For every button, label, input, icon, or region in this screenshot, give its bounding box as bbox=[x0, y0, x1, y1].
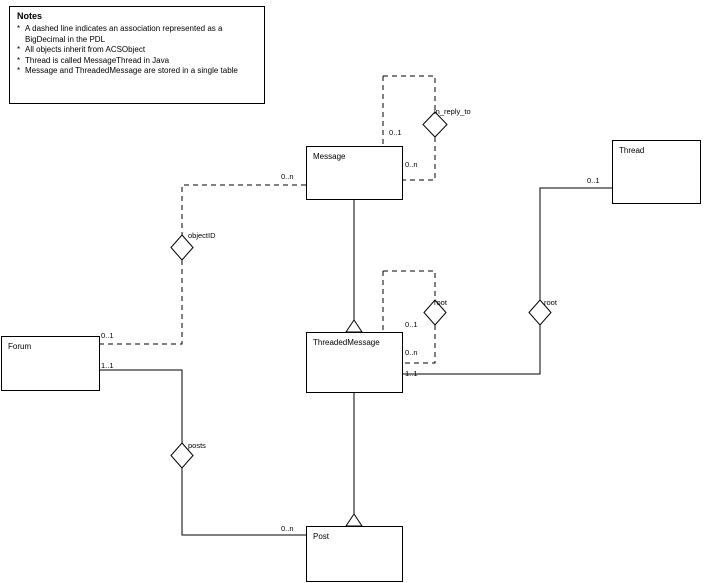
note-item: * Message and ThreadedMessage are stored in a single table bbox=[17, 66, 258, 77]
generalization-triangle-post bbox=[346, 514, 362, 526]
class-box-threadedmessage[interactable] bbox=[306, 332, 403, 393]
class-box-message[interactable] bbox=[306, 146, 403, 200]
class-name-threadedmessage: ThreadedMessage bbox=[313, 338, 380, 347]
label-posts: posts bbox=[188, 441, 206, 450]
class-name-message: Message bbox=[313, 152, 346, 161]
class-name-post: Post bbox=[313, 532, 330, 541]
multiplicity-tm-root-lower: 0..n bbox=[405, 348, 418, 357]
multiplicity-thread-left: 0..1 bbox=[587, 176, 600, 185]
class-name-forum: Forum bbox=[8, 342, 32, 351]
connector-threadedmessage-generalization bbox=[346, 393, 362, 526]
multiplicity-message-reply-upper: 0..1 bbox=[389, 128, 402, 137]
label-root-right: root bbox=[544, 298, 557, 307]
class-box-post[interactable] bbox=[306, 526, 403, 582]
notes-title: Notes bbox=[17, 11, 43, 21]
multiplicity-forum-top: 0..1 bbox=[101, 331, 114, 340]
note-item: * Thread is called MessageThread in Java bbox=[17, 56, 258, 67]
label-objectid: objectID bbox=[188, 231, 216, 240]
note-item: * All objects inherit from ACSObject bbox=[17, 45, 258, 56]
class-box-thread[interactable] bbox=[612, 140, 701, 204]
connector-objectid bbox=[100, 185, 306, 344]
class-name-thread: Thread bbox=[619, 146, 645, 155]
multiplicity-forum-bottom: 1..1 bbox=[101, 361, 114, 370]
multiplicity-tm-root-upper: 0..1 bbox=[405, 320, 418, 329]
label-in-reply-to: in_reply_to bbox=[434, 107, 471, 116]
connector-threadedmessage-thread-root bbox=[403, 188, 612, 374]
class-box-forum[interactable] bbox=[1, 336, 100, 391]
notes-list bbox=[17, 24, 258, 77]
multiplicity-message-reply-lower: 0..n bbox=[405, 160, 418, 169]
label-root-left: root bbox=[434, 298, 447, 307]
multiplicity-message-objectid: 0..n bbox=[281, 172, 294, 181]
generalization-triangle-threadedmessage bbox=[346, 320, 362, 332]
connector-forum-posts bbox=[100, 370, 306, 535]
multiplicity-tm-thread: 1..1 bbox=[405, 369, 418, 378]
notes-box bbox=[9, 6, 265, 104]
multiplicity-post-left: 0..n bbox=[281, 524, 294, 533]
note-item: * A dashed line indicates an association represented as a BigDecimal in the PDL bbox=[17, 24, 258, 45]
connector-message-generalization bbox=[346, 200, 362, 332]
